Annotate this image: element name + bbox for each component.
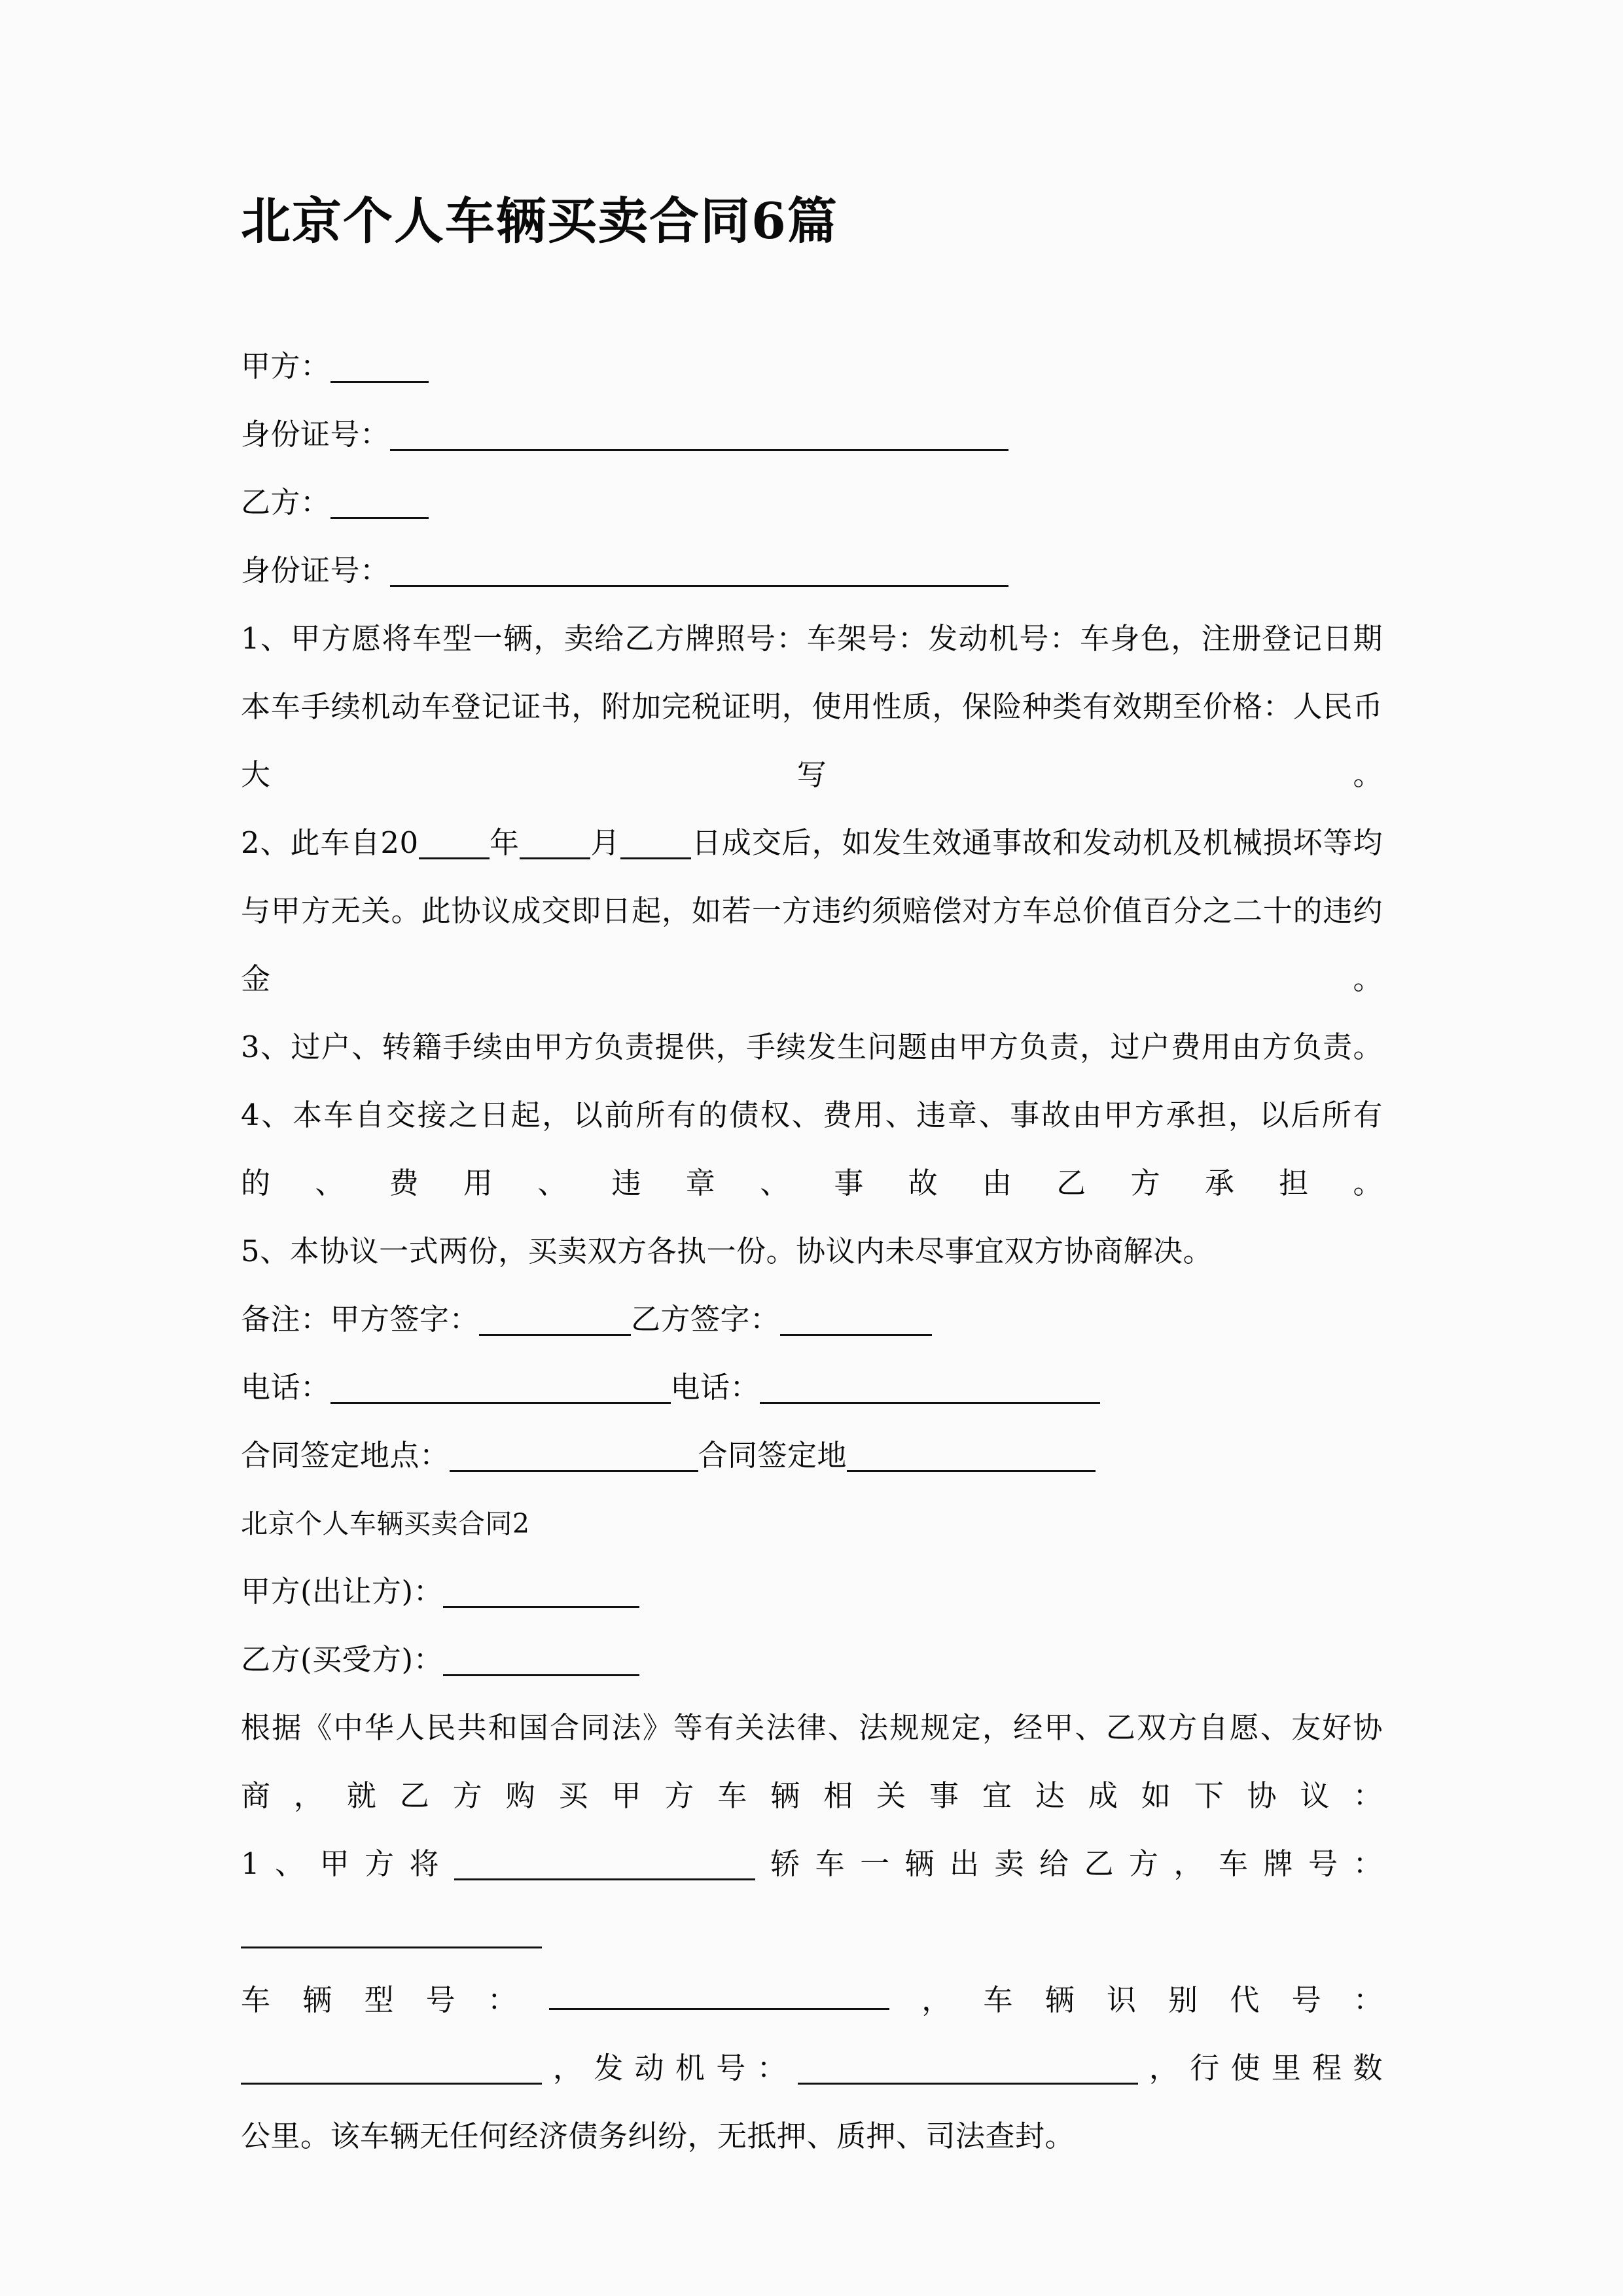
contract-2-heading: 北京个人车辆买卖合同2 bbox=[241, 1508, 530, 1539]
vehicle-vin-char-6: ： bbox=[1353, 1982, 1383, 2017]
mileage-label: ，行使里程数 bbox=[1137, 2051, 1383, 2085]
clause-2-year-blank[interactable] bbox=[419, 835, 490, 859]
vehicle-vin-char-5: 号 bbox=[1291, 1982, 1321, 2017]
vehicle-vin-blank[interactable] bbox=[241, 2060, 542, 2085]
vehicle-model-row bbox=[241, 1966, 1383, 2034]
contract-2-party-a-row bbox=[241, 1558, 1383, 1626]
party-a-id-label: 身份证号： bbox=[241, 417, 390, 452]
remark-signature-row bbox=[241, 1285, 1383, 1354]
clause-5: 5、本协议一式两份，买卖双方各执一份。协议内未尽事宜双方协商解决。 bbox=[241, 1234, 1213, 1268]
contract-2-clause-1-line1 bbox=[241, 1830, 1383, 1966]
vehicle-model-char-0: 车 bbox=[241, 1982, 271, 2017]
party-a-row bbox=[241, 332, 1383, 401]
clause-2-prefix: 2、此车自20 bbox=[241, 825, 419, 860]
vehicle-vin-char-1: 辆 bbox=[1044, 1982, 1075, 2017]
party-b-signature-blank[interactable] bbox=[780, 1312, 932, 1336]
party-a-signature-blank[interactable] bbox=[479, 1312, 631, 1336]
sign-place-label-2: 合同签定地 bbox=[698, 1438, 847, 1473]
contract-2-party-b-row bbox=[241, 1626, 1383, 1694]
vehicle-vin-char-0: 车 bbox=[983, 1982, 1013, 2017]
remark-party-b-sign-label: 乙方签字： bbox=[631, 1302, 780, 1336]
engine-mileage-row bbox=[241, 2034, 1383, 2102]
vehicle-model-char-2: 型 bbox=[364, 1982, 394, 2017]
contract-2-clause-1-tail: 公里。该车辆无任何经济债务纠纷，无抵押、质押、司法查封。 bbox=[241, 2119, 1075, 2153]
engine-label: ，发动机号： bbox=[542, 2051, 798, 2085]
page-title: 北京个人车辆买卖合同6篇 bbox=[241, 192, 838, 250]
vehicle-model-comma: ， bbox=[921, 1982, 952, 2017]
party-b-id-label: 身份证号： bbox=[241, 553, 390, 588]
contract-2-party-b-blank[interactable] bbox=[443, 1652, 639, 1676]
sign-place-blank[interactable] bbox=[450, 1448, 698, 1472]
vehicle-vin-char-4: 代 bbox=[1230, 1982, 1260, 2017]
party-a-id-row bbox=[241, 401, 1383, 469]
party-b-id-input-blank[interactable] bbox=[390, 563, 1008, 587]
sign-place-label: 合同签定地点： bbox=[241, 1438, 450, 1473]
document-content bbox=[241, 0, 1383, 2170]
contract-2-party-a-label: 甲方(出让方)： bbox=[241, 1574, 444, 1609]
clause-2 bbox=[241, 809, 1383, 1013]
clause-4: 4、本车自交接之日起，以前所有的债权、费用、违章、事故由甲方承担，以后所有的、费用、违章、事故由乙方承担。 bbox=[241, 1098, 1383, 1200]
phone-a-blank[interactable] bbox=[330, 1380, 671, 1404]
clause-1: 1、甲方愿将车型一辆，卖给乙方牌照号：车架号：发动机号：车身色，注册登记日期本车手续机动车登记证书，附加完税证明，使用性质，保险种类有效期至价格：人民币大写。 bbox=[241, 621, 1383, 792]
phone-row bbox=[241, 1354, 1383, 1422]
vehicle-model-char-4: ： bbox=[487, 1982, 517, 2017]
vehicle-model-blank[interactable] bbox=[549, 1986, 889, 2010]
contract-2-clause-1-prefix: 1、甲方将 bbox=[241, 1846, 455, 1881]
phone-a-label: 电话： bbox=[241, 1370, 330, 1405]
clause-2-rest: 日成交后，如发生效通事故和发动机及机械损坏等均与甲方无关。此协议成交即日起，如若一方违约须赔偿对方车总价值百分之二十的违约金。 bbox=[241, 825, 1383, 996]
party-b-label: 乙方： bbox=[241, 485, 330, 520]
party-a-label: 甲方： bbox=[241, 349, 330, 384]
sign-place-blank-2[interactable] bbox=[847, 1448, 1096, 1472]
party-a-id-input-blank[interactable] bbox=[390, 427, 1008, 451]
clause-3: 3、过户、转籍手续由甲方负责提供，手续发生问题由甲方负责，过户费用由方负责。 bbox=[241, 1030, 1383, 1064]
vehicle-vin-char-2: 识 bbox=[1106, 1982, 1136, 2017]
vehicle-vin-char-3: 别 bbox=[1168, 1982, 1198, 2017]
vehicle-brand-blank[interactable] bbox=[454, 1856, 755, 1880]
contract-2-clause-1-mid: 轿车一辆出卖给乙方，车牌号： bbox=[755, 1846, 1383, 1881]
party-a-input-blank[interactable] bbox=[330, 359, 429, 383]
clause-2-year-label: 年 bbox=[489, 825, 520, 860]
vehicle-model-char-1: 辆 bbox=[302, 1982, 332, 2017]
sign-place-row bbox=[241, 1422, 1383, 1490]
clause-2-month-label: 月 bbox=[590, 825, 621, 860]
contract-2-preamble: 根据《中华人民共和国合同法》等有关法律、法规规定，经甲、乙双方自愿、友好协商，就乙方购买甲方车辆相关事宜达成如下协议： bbox=[241, 1710, 1383, 1813]
party-b-row bbox=[241, 469, 1383, 537]
plate-number-blank[interactable] bbox=[241, 1924, 542, 1948]
remark-party-a-sign-label: 备注：甲方签字： bbox=[241, 1302, 480, 1336]
contract-2-party-b-label: 乙方(买受方)： bbox=[241, 1642, 444, 1677]
party-b-input-blank[interactable] bbox=[330, 495, 429, 519]
contract-2-party-a-blank[interactable] bbox=[443, 1584, 639, 1608]
vehicle-model-char-3: 号 bbox=[425, 1982, 455, 2017]
engine-number-blank[interactable] bbox=[798, 2060, 1138, 2085]
title-spacer bbox=[241, 246, 1383, 332]
phone-b-blank[interactable] bbox=[760, 1380, 1100, 1404]
clause-2-day-blank[interactable] bbox=[620, 835, 691, 859]
party-b-id-row bbox=[241, 537, 1383, 605]
clause-2-month-blank[interactable] bbox=[520, 835, 590, 859]
phone-b-label: 电话： bbox=[670, 1370, 760, 1405]
